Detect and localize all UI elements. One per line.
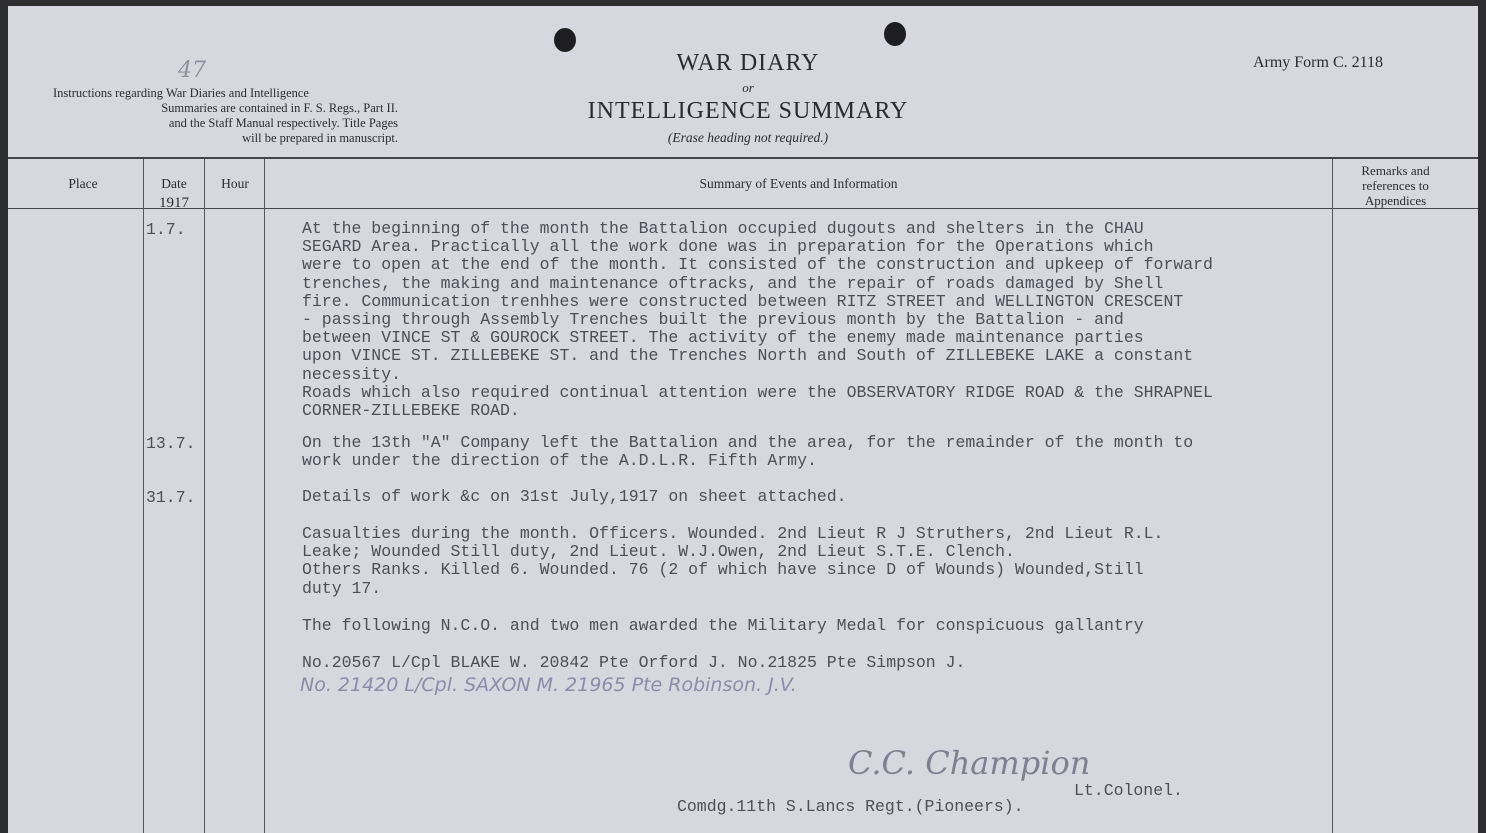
signature: C.C. Champion bbox=[848, 744, 1091, 782]
form-title: WAR DIARY bbox=[676, 50, 820, 76]
entry-line: At the beginning of the month the Battalion occupied dugouts and shelters in the CHAU bbox=[302, 219, 1144, 238]
entry-text bbox=[302, 488, 1332, 506]
form-title-or: or bbox=[742, 80, 754, 95]
casualties-line: Casualties during the month. Officers. Wounded. 2nd Lieut R J Struthers, 2nd Lieut R.L. bbox=[302, 524, 1164, 543]
entry-date: 31.7. bbox=[146, 488, 196, 507]
entry-date: 1.7. bbox=[146, 220, 186, 239]
casualties-line: Leake; Wounded Still duty, 2nd Lieut. W.J.Owen, 2nd Lieut S.T.E. Clench. bbox=[302, 542, 1015, 562]
remarks-header-line: references to bbox=[1362, 178, 1429, 193]
column-divider bbox=[143, 159, 144, 833]
casualties-text bbox=[302, 525, 1332, 598]
remarks-column-header bbox=[1333, 163, 1458, 208]
instructions-line: Summaries are contained in F. S. Regs., Part II. bbox=[161, 101, 398, 115]
entry-line: - passing through Assembly Trenches built the previous month by the Battalion - and bbox=[302, 310, 1124, 330]
entry-date: 13.7. bbox=[146, 434, 196, 453]
medal-statement: The following N.C.O. and two men awarded the Military Medal for conspicuous gallantry bbox=[302, 616, 1144, 635]
date-column-header: Date bbox=[161, 176, 187, 191]
entry-line: Details of work &c on 31st July,1917 on sheet attached. bbox=[302, 487, 847, 506]
entry-text bbox=[302, 220, 1332, 420]
punch-hole-left bbox=[554, 28, 576, 52]
column-divider bbox=[1332, 159, 1333, 833]
entry-line: between VINCE ST & GOUROCK STREET. The activity of the enemy made maintenance parties bbox=[302, 328, 1144, 348]
war-diary-sheet bbox=[8, 6, 1478, 833]
column-divider bbox=[204, 159, 205, 833]
hour-column-header: Hour bbox=[221, 176, 249, 191]
medal-names: No.20567 L/Cpl BLAKE W. 20842 Pte Orford J. No.21825 Pte Simpson J. bbox=[302, 653, 966, 672]
entry-line: CORNER-ZILLEBEKE ROAD. bbox=[302, 401, 520, 421]
place-column-header: Place bbox=[68, 176, 98, 191]
instructions-line: Instructions regarding War Diaries and Intelligence bbox=[53, 86, 309, 100]
year-label: 1917 bbox=[159, 195, 189, 211]
entry-text bbox=[302, 434, 1332, 470]
entry-line: Roads which also required continual attention were the OBSERVATORY RIDGE ROAD & the SHRAPNEL bbox=[302, 382, 1213, 402]
entry-line: necessity. bbox=[302, 364, 402, 384]
entry-line: work under the direction of the A.D.L.R. Fifth Army. bbox=[302, 451, 817, 471]
erase-note: (Erase heading not required.) bbox=[667, 130, 829, 145]
header-bottom-rule bbox=[8, 208, 1478, 209]
form-subtitle: INTELLIGENCE SUMMARY bbox=[587, 98, 909, 124]
remarks-header-line: Remarks and bbox=[1361, 163, 1430, 178]
header-top-rule bbox=[8, 157, 1478, 159]
entry-line: trenches, the making and maintenance oftracks, and the repair of roads damaged by Shell bbox=[302, 273, 1164, 293]
medal-names-handwritten: No. 21420 L/Cpl. SAXON M. 21965 Pte Robinson. J.V. bbox=[300, 674, 797, 696]
instructions-line: and the Staff Manual respectively. Title Pages bbox=[168, 116, 398, 130]
remarks-header-line: Appendices bbox=[1364, 193, 1427, 208]
handwritten-page-number: 47 bbox=[178, 58, 206, 83]
army-form-number: Army Form C. 2118 bbox=[1252, 54, 1384, 71]
signature-rank: Lt.Colonel. bbox=[1074, 781, 1183, 800]
instructions-line: will be prepared in manuscript. bbox=[242, 131, 398, 145]
instructions-block bbox=[53, 86, 398, 146]
summary-column-header: Summary of Events and Information bbox=[699, 176, 898, 191]
entry-line: On the 13th "A" Company left the Battalion and the area, for the remainder of the month to bbox=[302, 433, 1194, 452]
entry-line: upon VINCE ST. ZILLEBEKE ST. and the Trenches North and South of ZILLEBEKE LAKE a constant bbox=[302, 346, 1194, 366]
entry-line: SEGARD Area. Practically all the work done was in preparation for the Operations which bbox=[302, 237, 1154, 257]
signature-unit: Comdg.11th S.Lancs Regt.(Pioneers). bbox=[677, 797, 1024, 816]
column-divider bbox=[264, 159, 265, 833]
casualties-line: duty 17. bbox=[302, 578, 382, 598]
punch-hole-right bbox=[884, 22, 906, 46]
casualties-line: Others Ranks. Killed 6. Wounded. 76 (2 of which have since D of Wounds) Wounded,Still bbox=[302, 560, 1144, 580]
entry-line: were to open at the end of the month. It consisted of the construction and upkeep of forward bbox=[302, 255, 1213, 275]
entry-line: fire. Communication trenhhes were constructed between RITZ STREET and WELLINGTON CRESCENT bbox=[302, 291, 1184, 311]
